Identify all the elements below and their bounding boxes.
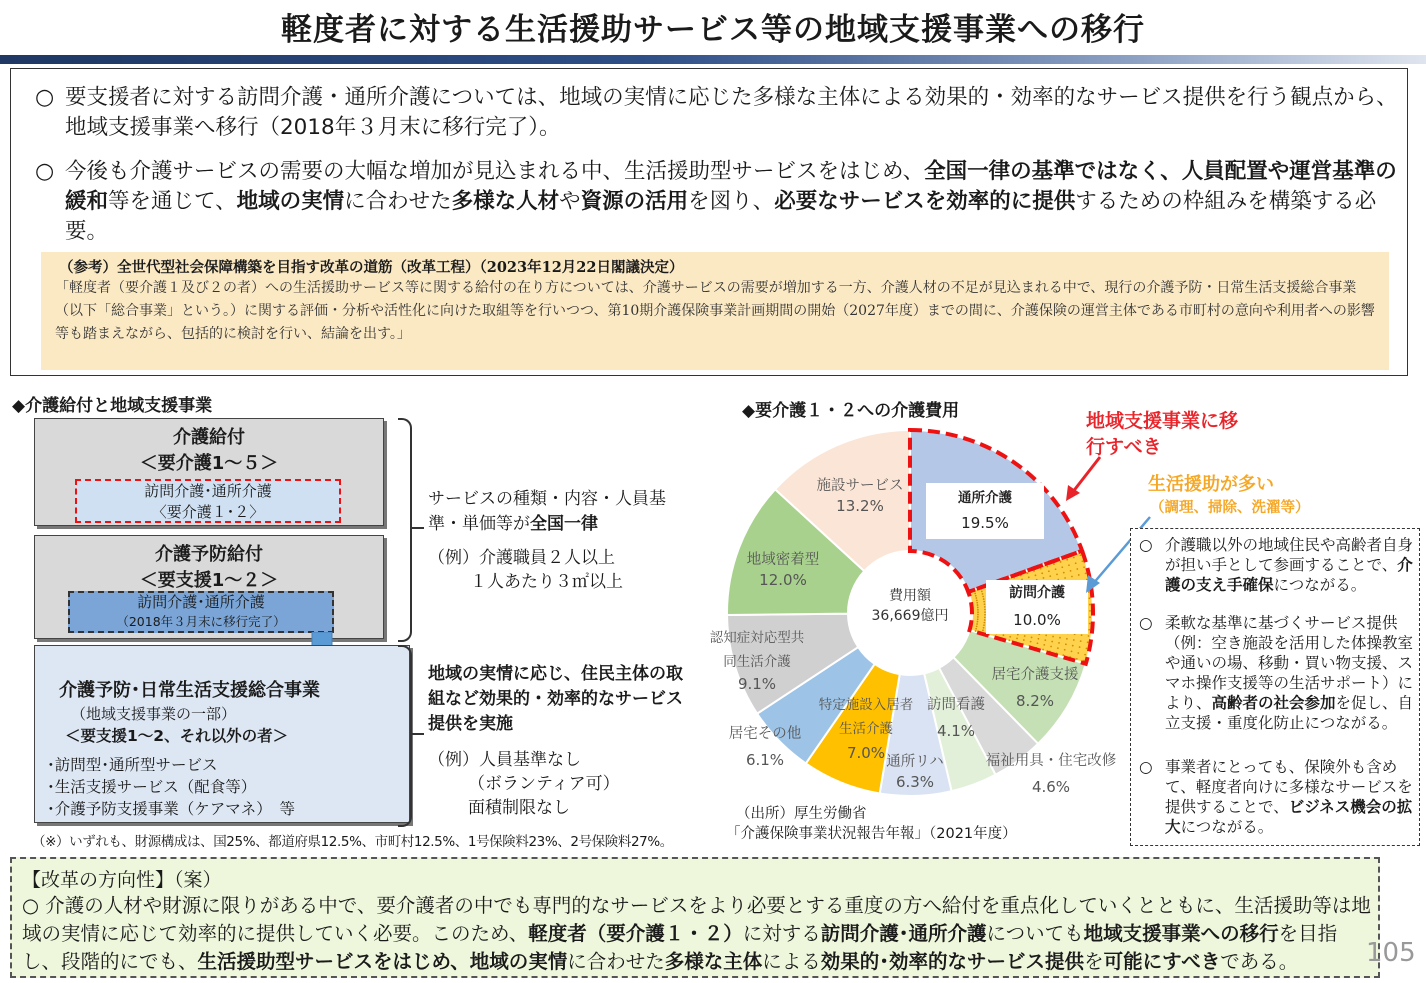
pie-texture-dot [1028,576,1030,578]
pie-texture-dot [977,621,979,623]
slice-label-home-nursing: 訪問看護 4.1% [927,697,985,740]
pie-texture-dot [1064,577,1066,579]
pie-texture-dot [982,593,984,595]
comprehensive-target: ＜要支援1～2、それ以外の者＞ [65,727,289,745]
comprehensive-sub: （地域支援事業の一部） [71,705,237,723]
pie-texture-dot [1076,658,1078,660]
pie-texture-dot [1052,636,1054,638]
pie-texture-dot [977,607,979,609]
pie-texture-dot [1023,639,1025,641]
pie-texture-dot [1063,572,1065,574]
title-underline-bar [0,55,1426,64]
pie-texture-dot [1059,637,1061,639]
pie-texture-dot [1003,634,1005,636]
pie-texture-dot [975,630,977,632]
pie-texture-dot [982,596,984,598]
benefits-box: ○ 介護職以外の地域住民や高齢者自身が担い手として参画することで、介護の支え手確保につながる。 ○ 柔軟な基準に基づくサービス提供（例：空き施設を活用した体操教室や通いの場、移動・買い物支援、スマホ操作支援等の生活サポート）により、高齢者の社会参加を促し、自立支援・重度化防止につながる。 ○ 事業者にとっても、保険外も含めて、軽度者向けに多様なサービスを提供することで、ビジネス機会の拡大につながる。 [1130,528,1420,846]
pie-texture-dot [983,627,985,629]
comprehensive-list [47,754,295,820]
pie-texture-dot [975,628,977,630]
pie-texture-dot [1048,570,1050,572]
pie-texture-dot [1046,566,1048,568]
pie-texture-dot [1088,597,1090,599]
pie-texture-dot [1066,638,1068,640]
pie-texture-dot [976,602,978,604]
pie-texture-dot [1088,635,1090,637]
comprehensive-title: 介護予防･日常生活支援総合事業 [59,680,320,701]
dashed-line-1: 訪問介護･通所介護 [137,593,265,611]
pie-texture-dot [1009,636,1011,638]
pie-texture-dot [1035,574,1037,576]
pie-texture-dot [983,598,985,600]
pie-texture-dot [975,595,977,597]
pie-texture-dot [1057,647,1059,649]
page-title: 軽度者に対する生活援助サービス等の地域支援事業への移行 [281,12,1145,48]
pie-texture-dot [1038,638,1040,640]
pie-texture-dot [1089,616,1091,618]
local-example-2: （ボランティア可） [468,774,620,794]
pie-texture-dot [982,629,984,631]
pie-texture-dot [1050,646,1052,648]
slice-label-other-home: 居宅その他 6.1% [728,726,802,769]
slice-label-specified-facility: 特定施設入居者生活介護 7.0% [818,697,914,762]
pie-texture-dot [1073,639,1075,641]
comprehensive-project-box [34,645,410,823]
pie-texture-dot [1056,573,1058,575]
pie-texture-dot [1058,642,1060,644]
prevention-moved-dashed [68,591,334,633]
pie-texture-dot [1051,641,1053,643]
care-benefit-target-dashed [75,479,341,523]
pie-texture-dot [1088,629,1090,631]
pie-texture-dot [1062,654,1064,656]
pie-texture-dot [1084,654,1086,656]
pie-texture-dot [983,601,985,603]
pie-texture-dot [977,616,979,618]
pie-texture-dot [1089,604,1091,606]
pie-texture-dot [977,609,979,611]
local-implementation-text: 地域の実情に応じ、住民主体の取組など効果的・効率的なサービス提供を実施 [428,664,683,734]
pie-texture-dot [1075,562,1077,564]
pie-texture-dot [1030,641,1032,643]
prevention-benefit-title: 介護予防給付 [155,544,263,565]
pie-texture-dot [1087,641,1089,643]
slice-label-day-care: 通所介護 19.5% [926,483,1044,539]
pie-texture-dot [1077,652,1079,654]
reform-direction-box [10,857,1380,978]
pie-texture-dot [1043,577,1045,579]
bullet-mark: ○ [35,85,55,110]
pie-texture-dot [977,614,979,616]
care-benefit-sub: ＜要介護1～５＞ [139,453,279,474]
pie-texture-dot [1053,563,1055,565]
pie-texture-dot [1044,639,1046,641]
pie-texture-dot [977,604,979,606]
pie-texture-dot [1037,642,1039,644]
pie-texture-dot [975,597,977,599]
reference-title: （参考）全世代型社会保障構築を目指す改革の道筋（改革工程）（2023年12月22日閣議決定） [59,259,684,276]
national-standard-text: サービスの種類・内容・人員基準・単価等が全国一律 [428,489,666,534]
pie-texture-dot [1066,559,1068,561]
prevention-benefit-sub: ＜要支援1～２＞ [139,570,279,591]
intro-text-1: 要支援者に対する訪問介護・通所介護については、地域の実情に応じた多様な主体による効果的・効率的なサービス提供を行う観点から、地域支援事業へ移行（2018年３月末に移行完了）。 [65,85,1398,140]
pie-texture-dot [1071,650,1073,652]
pie-texture-dot [977,611,979,613]
brace-national [398,418,412,642]
pie-texture-dot [1049,575,1051,577]
pie-texture-dot [1073,557,1075,559]
pie-texture-dot [1072,645,1074,647]
pie-texture-dot [1017,634,1019,636]
list-item: ･訪問型･通所型サービス [47,756,218,774]
pie-texture-dot [981,591,983,593]
national-example-2: １人あたり３㎡以上 [470,572,623,592]
pie-texture-dot [1089,610,1091,612]
pie-texture-dot [1055,568,1057,570]
pie-texture-dot [983,624,985,626]
source-line-2: 「介護保険事業状況報告年報」（2021年度） [726,826,1017,842]
reform-title: 【改革の方向性】（案） [22,869,222,891]
list-item: ･介護予防支援事業（ケアマネ） 等 [47,800,296,818]
pie-texture-dot [1089,623,1091,625]
bullet-mark: ○ [35,159,55,184]
annotation-life-support: 生活援助が多い [1148,474,1274,495]
funding-note: （※）いずれも、財源構成は、国25%、都道府県12.5%、市町村12.5%、1号保険料23%、2号保険料27%。 [32,834,673,850]
pie-texture-dot [1071,576,1073,578]
local-example-1: （例）人員基準なし [428,750,581,770]
dashed-line-1: 訪問介護･通所介護 [144,482,272,500]
pie-texture-dot [976,599,978,601]
pie-texture-dot [1016,638,1018,640]
pie-texture-dot [1081,634,1083,636]
pie-texture-dot [1064,649,1066,651]
section-heading-left: ◆介護給付と地域支援事業 [12,396,213,416]
brace-tick [410,527,424,529]
slice-label-home-visit: 訪問介護 10.0% [986,580,1088,634]
pie-texture-dot [1076,568,1078,570]
national-example-1: （例）介護職員２人以上 [428,548,615,568]
slice-label-community: 地域密着型 12.0% [746,552,820,589]
annotation-should-move: 地域支援事業に移行すべき [1086,410,1239,458]
reference-body: 「軽度者（要介護１及び２の者）への生活援助サービス等に関する給付の在り方については、介護サービスの需要が増加する一方、介護人材の不足が見込まれる中で、現行の介護予防・日常生活支援総合事業（以下「総合事業」という。）に関する評価・分析や活性化に向けた取組等を行いつつ、第10期介護保険事業計画期間の開始（2027年度）までの間に、介護保険の運営主体である市町村の意向や利用者への影響等も踏まえながら、包括的に検討を行い、結論を出す。」 [55,280,1375,342]
pie-texture-dot [1061,566,1063,568]
slice-label-dementia: 認知症対応型共同生活介護 9.1% [709,630,805,693]
pie-texture-dot [983,622,985,624]
pie-texture-dot [1079,646,1081,648]
pie-texture-dot [1042,649,1044,651]
pie-texture-dot [1027,572,1029,574]
intro-text-2: 今後も介護サービスの需要の大幅な増加が見込まれる中、生活援助型サービスをはじめ、全国一律の基準ではなく、人員配置や運営基準の緩和等を通じて、地域の実情に合わせた多様な人材や資源の活用を図り、必要なサービスを効率的に提供するための枠組みを構築する必要。 [65,159,1397,244]
pie-texture-dot [1043,644,1045,646]
pie-texture-dot [1045,635,1047,637]
source-line-1: （出所）厚生労働省 [736,806,867,822]
pie-texture-dot [974,593,976,595]
reference-box [41,252,1389,370]
pie-texture-dot [1060,561,1062,563]
brace-tick [410,733,424,735]
pie-texture-dot [1031,637,1033,639]
pie-texture-dot [1068,564,1070,566]
pie-texture-dot [1080,640,1082,642]
pie-center-label: 費用額 36,669億円 [871,588,949,624]
pie-texture-dot [1065,643,1067,645]
brace-local [398,645,412,827]
slice-label-care-support: 居宅介護支援 8.2% [991,667,1079,710]
pie-texture-dot [977,618,979,620]
local-example-3: 面積制限なし [468,798,570,818]
slice-label-facility: 施設サービス 13.2% [816,478,904,515]
intro-box [10,68,1408,376]
list-item: ･生活支援サービス（配食等） [47,778,257,796]
pie-texture-dot [976,623,978,625]
dashed-line-2: （2018年３月末に移行完了） [116,614,286,629]
red-arrow-icon [1060,455,1120,505]
pie-texture-dot [976,625,978,627]
care-benefit-title: 介護給付 [173,427,245,448]
pie-texture-dot [1024,635,1026,637]
dashed-line-2: 〈要介護１･２〉 [151,503,265,521]
pie-texture-dot [1086,648,1088,650]
slice-label-welfare-equipment: 福祉用具・住宅改修 4.6% [985,753,1117,796]
reform-body: ○ 介護の人材や財源に限りがある中で、要介護者の中でも専門的なサービスをより必要とする重度の方へ給付を重点化していくとともに、生活援助等は地域の実情に応じて効率的に提供していく必要。このため、軽度者（要介護１・２）に対する訪問介護･通所介護についても地域支援事業への移行を目指し、段階的にでも、生活援助型サービスをはじめ、地域の実情に合わせた多様な主体による効果的･効率的なサービス提供を可能にすべきである。 [22,894,1371,973]
pie-texture-dot [1041,572,1043,574]
pie-texture-dot [1008,639,1010,641]
annotation-life-support-sub: （調理、掃除、洗濯等） [1150,500,1310,516]
pie-texture-dot [1070,570,1072,572]
slice-label-day-rehab: 通所リハ 6.3% [886,754,944,791]
page-number: 105 [1366,938,1416,968]
chart-title: ◆要介護１・２への介護費用 [742,401,960,421]
